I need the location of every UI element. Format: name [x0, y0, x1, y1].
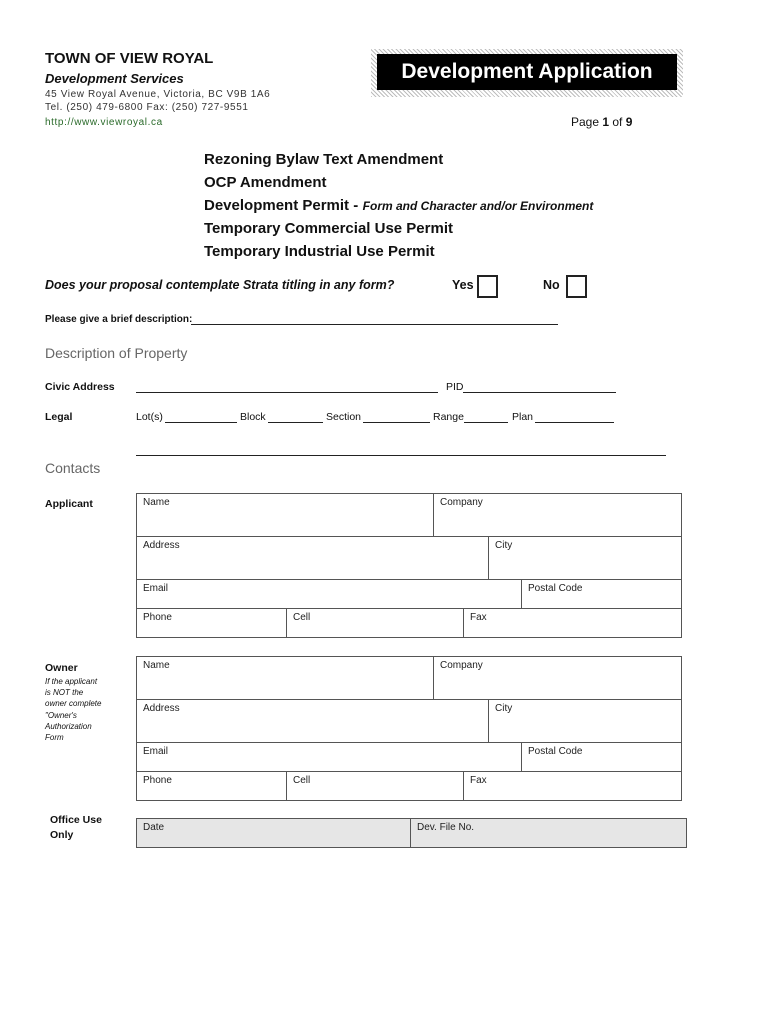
owner-name-field[interactable] — [136, 656, 434, 700]
applicant-phone-field[interactable] — [136, 608, 287, 638]
department: Development Services — [45, 71, 184, 86]
page-total: 9 — [625, 115, 633, 129]
brief-description-row — [45, 314, 192, 325]
section-label: Section — [326, 411, 362, 423]
org-name: TOWN OF VIEW ROYAL — [45, 50, 214, 67]
owner-cell-label: Cell — [293, 775, 311, 786]
owner-name-label: Name — [143, 660, 170, 671]
range-label: Range — [433, 411, 464, 423]
office-date-label: Date — [143, 822, 165, 833]
block-line[interactable] — [268, 422, 323, 423]
strata-yes-label: Yes — [452, 278, 474, 292]
owner-city-field[interactable] — [488, 699, 682, 743]
lots-label: Lot(s) — [136, 411, 163, 423]
applicant-name-field[interactable] — [136, 493, 434, 537]
brief-description-label: Please give a brief description: — [45, 314, 193, 325]
website-link[interactable]: http://www.viewroyal.ca — [45, 117, 163, 128]
org-phone-fax: Tel. (250) 479-6800 Fax: (250) 727-9551 — [45, 102, 249, 113]
strata-no-checkbox[interactable] — [566, 275, 587, 298]
applicant-phone-label: Phone — [143, 612, 172, 623]
strata-no-label: No — [543, 278, 560, 292]
block-label: Block — [240, 411, 266, 423]
applicant-city-label: City — [495, 540, 513, 551]
office-file-no-label: Dev. File No. — [417, 822, 475, 833]
range-line[interactable] — [464, 422, 508, 423]
office-date-field[interactable] — [136, 818, 411, 848]
office-use-label — [50, 813, 102, 843]
strata-question: Does your proposal contemplate Strata titling in any form? — [45, 278, 395, 292]
owner-address-field[interactable] — [136, 699, 489, 743]
applicant-label: Applicant — [45, 498, 93, 510]
plan-label: Plan — [512, 411, 534, 423]
applicant-address-field[interactable] — [136, 536, 489, 580]
page-of: of — [609, 115, 626, 129]
pid-label: PID — [446, 381, 464, 393]
owner-note-line: is NOT the — [45, 688, 84, 698]
applicant-city-field[interactable] — [488, 536, 682, 580]
owner-fax-field[interactable] — [463, 771, 682, 801]
applicant-company-field[interactable] — [433, 493, 682, 537]
dev-permit-detail: Form and Character and/or Environment — [362, 199, 594, 213]
applicant-address-label: Address — [143, 540, 180, 551]
lots-line[interactable] — [165, 422, 237, 423]
owner-note-line: owner complete — [45, 699, 102, 709]
document-title: Development Application — [377, 54, 677, 90]
owner-cell-field[interactable] — [286, 771, 464, 801]
office-use-line2: Only — [50, 829, 74, 841]
page-number: 1 — [602, 115, 610, 129]
legal-extra-line[interactable] — [136, 455, 666, 456]
app-type-dev-permit — [204, 197, 593, 215]
app-type-temp-industrial: Temporary Industrial Use Permit — [204, 243, 435, 260]
org-address: 45 View Royal Avenue, Victoria, BC V9B 1A6 — [45, 89, 271, 100]
owner-label: Owner — [45, 662, 78, 674]
owner-note-line: Authorization — [45, 721, 92, 731]
civic-address-label: Civic Address — [45, 381, 115, 393]
office-use-line1: Office Use — [50, 814, 102, 826]
pid-line[interactable] — [463, 392, 616, 393]
applicant-email-field[interactable] — [136, 579, 522, 609]
owner-city-label: City — [495, 703, 513, 714]
applicant-postal-field[interactable] — [521, 579, 682, 609]
applicant-company-label: Company — [440, 497, 483, 508]
owner-postal-label: Postal Code — [528, 746, 583, 757]
applicant-name-label: Name — [143, 497, 170, 508]
owner-address-label: Address — [143, 703, 180, 714]
applicant-postal-label: Postal Code — [528, 583, 583, 594]
page-prefix: Page — [571, 115, 603, 129]
app-type-ocp: OCP Amendment — [204, 174, 327, 191]
strata-yes-checkbox[interactable] — [477, 275, 498, 298]
contacts-heading: Contacts — [45, 460, 101, 476]
office-file-no-field[interactable] — [410, 818, 687, 848]
owner-fax-label: Fax — [470, 775, 487, 786]
owner-phone-field[interactable] — [136, 771, 287, 801]
property-heading: Description of Property — [45, 345, 188, 361]
owner-note-line: "Owner's — [45, 710, 77, 720]
legal-label: Legal — [45, 411, 73, 423]
applicant-fax-field[interactable] — [463, 608, 682, 638]
app-type-temp-commercial: Temporary Commercial Use Permit — [204, 220, 453, 237]
plan-line[interactable] — [535, 422, 614, 423]
owner-email-field[interactable] — [136, 742, 522, 772]
section-line[interactable] — [363, 422, 430, 423]
owner-email-label: Email — [143, 746, 169, 757]
owner-note — [45, 676, 101, 743]
applicant-cell-label: Cell — [293, 612, 311, 623]
title-banner — [371, 49, 683, 97]
applicant-fax-label: Fax — [470, 612, 487, 623]
owner-company-label: Company — [440, 660, 483, 671]
applicant-email-label: Email — [143, 583, 169, 594]
owner-company-field[interactable] — [433, 656, 682, 700]
owner-phone-label: Phone — [143, 775, 172, 786]
dev-permit-label: Development Permit - — [204, 197, 359, 214]
page-indicator — [571, 115, 632, 129]
app-type-rezoning: Rezoning Bylaw Text Amendment — [204, 151, 444, 168]
brief-description-line[interactable] — [191, 324, 558, 325]
owner-postal-field[interactable] — [521, 742, 682, 772]
applicant-cell-field[interactable] — [286, 608, 464, 638]
civic-address-line[interactable] — [136, 392, 438, 393]
owner-note-line: Form — [45, 733, 64, 743]
owner-note-line: If the applicant — [45, 677, 98, 686]
